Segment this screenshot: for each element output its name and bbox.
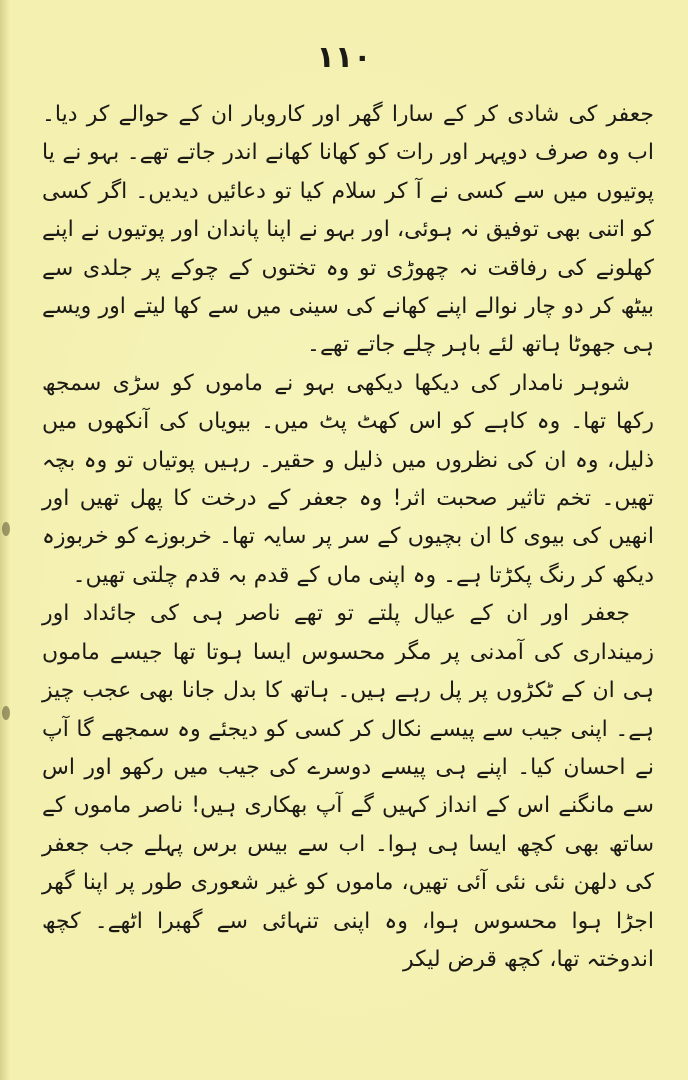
binding-hole [2,706,10,720]
binding-hole [2,522,10,536]
paragraph-3: جعفر اور ان کے عیال پلتے تو تھے ناصر ہی کی جائداد اور زمینداری کی آمدنی پر مگر محسوس ایسا ہوتا تھا جیسے ماموں ہی ان کے ٹکڑوں پر پل رہے ہیں۔ ہاتھ کا بدل جانا بھی عجب چیز ہے۔ اپنی جیب سے پیسے نکال کر کسی کو دیجئے وہ سمجھے گا آپ نے احسان کیا۔ اپنے ہی پیسے دوسرے کی جیب میں رکھو اور اس سے مانگنے اس کے انداز کہیں گے آپ بھکاری ہیں! ناصر ماموں کے ساتھ بھی کچھ ایسا ہی ہوا۔ اب سے بیس برس پہلے جب جعفر کی دلھن نئی نئی آئی تھیں، ماموں کو غیر شعوری طور پر اپنا گھر اجڑا ہوا محسوس ہوا، وہ اپنی تنہائی سے گھبرا اٹھے۔ کچھ اندوختہ تھا، کچھ قرض لیکر [42,601,654,972]
page-binding-edge [0,0,10,1080]
paragraph-2: شوہر نامدار کی دیکھا دیکھی بہو نے ماموں کو سڑی سمجھ رکھا تھا۔ وہ کاہے کو اس کھٹ پٹ میں۔ بیویاں کی آنکھوں میں ذلیل، وہ ان کی نظروں میں ذلیل و حقیر۔ رہیں پوتیاں تو وہ بچہ تھیں۔ تخم تاثیر صحبت اثر! وہ جعفر کے درخت کا پھل تھیں اور انھیں کی بیوی کا ان بچیوں کے سر پر سایہ تھا۔ خربوزے کو خربوزہ دیکھ کر رنگ پکڑتا ہے۔ وہ اپنی ماں کے قدم بہ قدم چلتی تھیں۔ [42,370,654,588]
page-body-text [42,96,654,979]
paragraph-1: جعفر کی شادی کر کے سارا گھر اور کاروبار ان کے حوالے کر دیا۔ اب وہ صرف دوپہر اور رات کو کھانا کھانے اندر جاتے تھے۔ بہو نے یا پوتیوں میں سے کسی نے آ کر سلام کیا تو دعائیں دیدیں۔ اگر کسی کو اتنی بھی توفیق نہ ہوئی، اور بہو نے اپنا پاندان اور پوتیوں نے اپنے کھلونے کی رفاقت نہ چھوڑی تو وہ تختوں کے چوکے پر جلدی سے بیٹھ کر دو چار نوالے اپنے کھانے کی سینی میں سے کھا لیتے اور ویسے ہی جھوٹا ہاتھ لئے باہر چلے جاتے تھے۔ [42,102,654,358]
page-number: ۱۱۰ [316,40,372,75]
